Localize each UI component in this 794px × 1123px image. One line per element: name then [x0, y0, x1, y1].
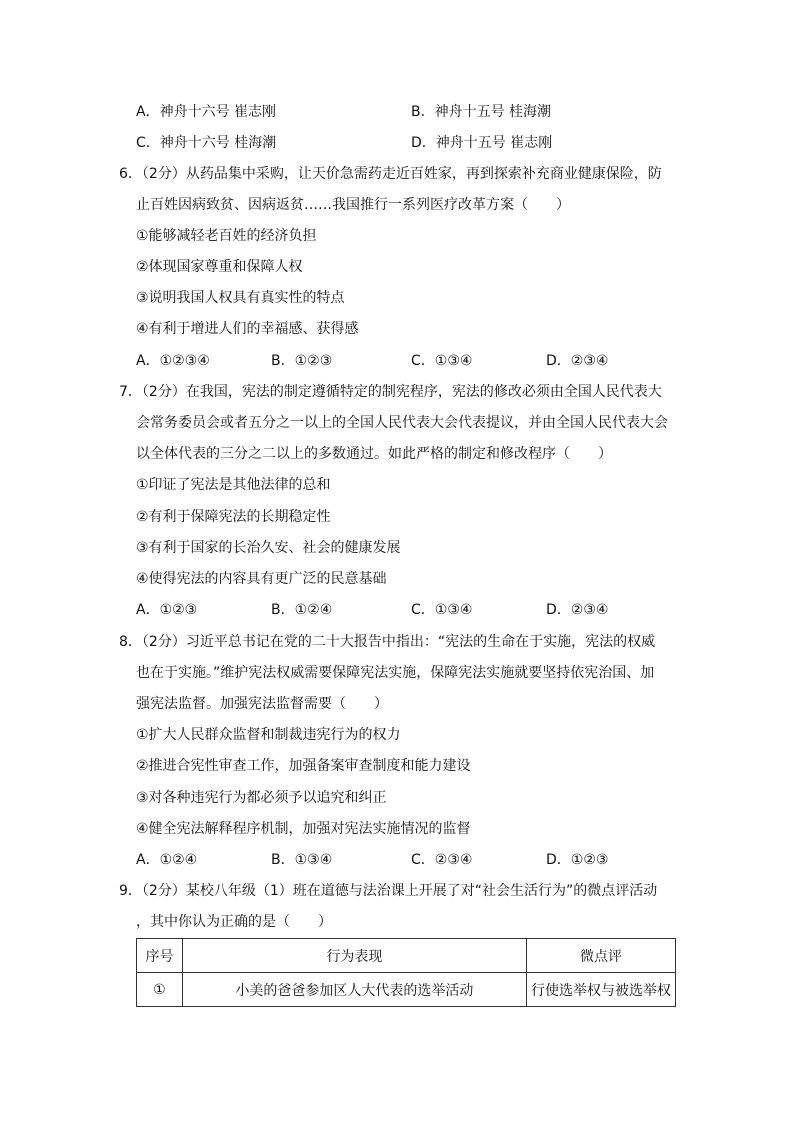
q6-option-c: C．①③④ — [411, 353, 473, 369]
q9-stem-line-2: ，其中你认为正确的是（ ） — [136, 914, 332, 930]
q8-stem-line-2: 也在于实施。”维护宪法权威需要保障宪法实施，保障宪法实施就要坚持依宪治国、加 — [136, 665, 655, 681]
q7-statement-4: ④使得宪法的内容具有更广泛的民意基础 — [136, 571, 387, 587]
q7-option-d: D．②③④ — [546, 602, 609, 618]
table-cell-comment: 行使选举权与被选举权 — [526, 973, 675, 1007]
q8-option-a: A．①②④ — [136, 852, 198, 868]
q5-option-c: C．神舟十六号 桂海潮 — [136, 135, 277, 151]
q7-option-c: C．①③④ — [411, 602, 473, 618]
table-header-index: 序号 — [137, 939, 183, 973]
table-cell-index: ① — [137, 973, 183, 1007]
q8-stem-line-3: 强宪法监督。加强宪法监督需要（ ） — [136, 696, 388, 712]
q6-statement-2: ②体现国家尊重和保障人权 — [136, 259, 303, 275]
q7-option-b: B．①②④ — [271, 602, 333, 618]
table-row — [137, 973, 676, 1007]
q8-option-d: D．①②③ — [546, 852, 609, 868]
q5-option-a: A．神舟十六号 崔志刚 — [136, 104, 277, 120]
q8-statement-2: ②推进合宪性审查工作，加强备案审查制度和能力建设 — [136, 758, 471, 774]
q6-statement-3: ③说明我国人权具有真实性的特点 — [136, 290, 345, 306]
table-header-comment: 微点评 — [526, 939, 675, 973]
q7-option-a: A．①②③ — [136, 602, 198, 618]
q7-stem-line-2: 会常务委员会或者五分之一以上的全国人民代表大会代表提议，并由全国人民代表大会 — [136, 415, 668, 431]
q6-option-d: D．②③④ — [546, 353, 609, 369]
table-header-row — [137, 939, 676, 973]
q8-statement-4: ④健全宪法解释程序机制，加强对宪法实施情况的监督 — [136, 821, 471, 837]
q7-statement-3: ③有利于国家的长治久安、社会的健康发展 — [136, 540, 401, 556]
q7-stem-line-3: 以全体代表的三分之二以上的多数通过。如此严格的制定和修改程序（ ） — [136, 446, 612, 462]
q6-option-a: A．①②③④ — [136, 353, 210, 369]
q6-stem-line-1: 6．（2分）从药品集中采购，让天价急需药走近百姓家，再到探索补充商业健康保险，防 — [119, 166, 662, 182]
q6-statement-4: ④有利于增进人们的幸福感、获得感 — [136, 321, 359, 337]
q8-stem-line-1: 8．（2分）习近平总书记在党的二十大报告中指出：“宪法的生命在于实施，宪法的权威 — [119, 634, 656, 650]
q7-statement-1: ①印证了宪法是其他法律的总和 — [136, 477, 331, 493]
q6-option-b: B．①②③ — [271, 353, 333, 369]
q5-option-d: D．神舟十五号 崔志刚 — [411, 135, 553, 151]
q6-stem-line-2: 止百姓因病致贫、因病返贫……我国推行一系列医疗改革方案（ ） — [136, 197, 570, 213]
q6-statement-1: ①能够减轻老百姓的经济负担 — [136, 228, 317, 244]
table-header-behavior: 行为表现 — [182, 939, 526, 973]
q7-statement-2: ②有利于保障宪法的长期稳定性 — [136, 509, 331, 525]
q8-option-c: C．②③④ — [411, 852, 473, 868]
q8-statement-1: ①扩大人民群众监督和制裁违宪行为的权力 — [136, 727, 401, 743]
q9-stem-line-1: 9．（2分）某校八年级（1）班在道德与法治课上开展了对“社会生活行为”的微点评活动 — [119, 883, 658, 899]
q5-option-b: B．神舟十五号 桂海潮 — [411, 104, 552, 120]
q8-statement-3: ③对各种违宪行为都必须予以追究和纠正 — [136, 790, 387, 806]
q8-option-b: B．①③④ — [271, 852, 333, 868]
table-cell-behavior: 小美的爸爸参加区人大代表的选举活动 — [182, 973, 526, 1007]
q9-evaluation-table — [136, 938, 676, 1007]
q7-stem-line-1: 7．（2分）在我国，宪法的制定遵循特定的制宪程序，宪法的修改必须由全国人民代表大 — [119, 384, 662, 400]
